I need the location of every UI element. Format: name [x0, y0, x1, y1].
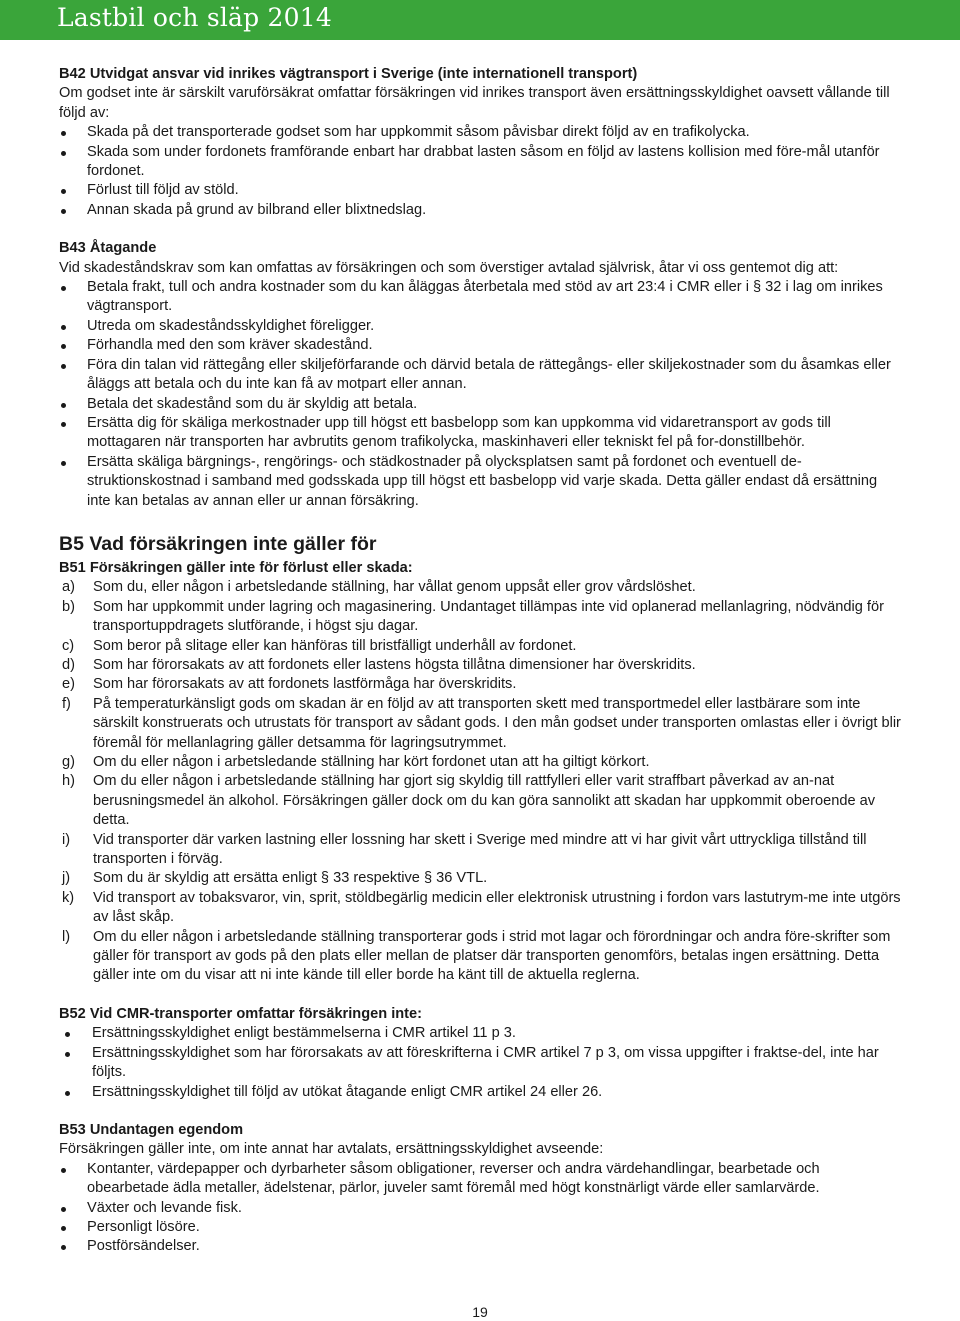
list-item	[59, 869, 904, 888]
list-item	[59, 201, 904, 220]
section-heading: B42 Utvidgat ansvar vid inrikes vägtransport i Sverige (inte internationell transport)	[59, 66, 638, 82]
list-item-text: Postförsändelser.	[87, 1238, 200, 1255]
list-item	[59, 753, 904, 772]
section-heading: B43 Åtagande	[59, 240, 157, 257]
list-item-text: Ersättningsskyldighet som har förorsakats av att föreskrifterna i CMR artikel 7 p 3, om vissa uppgifter i fraktse-del, inte har följts.	[92, 1044, 879, 1081]
list-item	[59, 1044, 904, 1083]
bullet-icon	[61, 325, 66, 330]
list-item	[59, 123, 904, 142]
list-item-text: Annan skada på grund av bilbrand eller blixtnedslag.	[87, 201, 427, 218]
document-body	[59, 65, 904, 1257]
page-number: 19	[472, 1304, 488, 1320]
list-item-text: Växter och levande fisk.	[87, 1199, 242, 1216]
lettered-list	[59, 578, 904, 986]
bullet-icon	[61, 189, 66, 194]
bullet-icon	[61, 286, 66, 291]
list-item	[59, 356, 904, 395]
list-item-text: Ersätta skäliga bärgnings-, rengörings- och städkostnader på olycksplatsen samt på fordonet och eventuell de-struktionskostnad i samband med godsskada upp till högst ett basbelopp vid varje skada. Detta gäller endast då ersättning inte kan betalas av annan eller ur annan försäkring.	[87, 453, 878, 509]
list-item-text: Ersätta dig för skäliga merkostnader upp till högst ett basbelopp som kan uppkomma vid vidaretransport av gods till mottagaren när transporten har avbrutits genom trafikolycka, maskinhaveri eller tekniskt fel på for-donstillbehör.	[87, 414, 831, 451]
list-item	[59, 1218, 904, 1237]
list-item-text: Om du eller någon i arbetsledande ställning har gjort sig skyldig till rattfylleri eller varit straffbart påverkad av an-nat berusningsmedel än alkohol. Försäkringen gäller dock om du kan göra sannolikt att skadan har uppkommit oberoende av detta.	[93, 773, 876, 829]
list-item-text: Betala det skadestånd som du är skyldig att betala.	[87, 395, 418, 412]
section-intro: Försäkringen gäller inte, om inte annat har avtalats, ersättningsskyldighet avseende:	[59, 1141, 604, 1158]
list-letter: f)	[62, 695, 71, 712]
list-item-text: Skada på det transporterade godset som har uppkommit såsom påvisbar direkt följd av en trafikolycka.	[87, 124, 750, 141]
bullet-icon	[61, 131, 66, 136]
bullet-icon	[61, 151, 66, 156]
bullet-list	[59, 1160, 904, 1257]
section-b53	[59, 1121, 904, 1257]
section-intro: Vid skadeståndskrav som kan omfattas av försäkringen och som överstiger avtalad självrisk, åtar vi oss gentemot dig att:	[59, 259, 839, 276]
section-b52	[59, 1005, 904, 1102]
list-item	[59, 695, 904, 753]
list-item-text: På temperaturkänsligt gods om skadan är en följd av att transporten skett med transportmedel eller lastbärare som inte särskilt konstruerats och utrustats för transport av sådant gods. I den mån godset under transporten omlastas eller i övrigt blir föremål för mellanlagring gäller detsamma för lagringsutrymmet.	[93, 695, 901, 751]
list-letter: l)	[62, 928, 71, 945]
list-item-text: Föra din talan vid rättegång eller skiljeförfarande och därvid betala de rättegångs- eller skiljekostnader som du åsamkas eller åläggs att betala och du inte kan få av motpart eller annan.	[87, 356, 891, 393]
chapter-heading: B5 Vad försäkringen inte gäller för	[59, 532, 377, 555]
section-intro: Om godset inte är särskilt varuförsäkrat omfattar försäkringen vid inrikes transport även ersättningsskyldighet oavsett vållande till följd av:	[59, 85, 890, 121]
bullet-icon	[61, 461, 66, 466]
bullet-icon	[61, 1168, 66, 1173]
list-item	[59, 637, 904, 656]
list-item	[59, 656, 904, 675]
list-item-text: Vid transport av tobaksvaror, vin, sprit, stöldbegärlig medicin eller elektronisk utrustning i fordon vars lastutrym-me inte utgörs av låst skåp.	[93, 889, 901, 926]
list-letter: a)	[62, 579, 75, 596]
section-heading: B51 Försäkringen gäller inte för förlust eller skada:	[59, 559, 413, 576]
bullet-list	[59, 278, 904, 511]
bullet-list	[59, 123, 904, 220]
list-item-text: Om du eller någon i arbetsledande ställning har kört fordonet utan att ha giltigt körkort.	[93, 754, 650, 770]
list-item-text: Som har förorsakats av att fordonets lastförmåga har överskridits.	[93, 676, 517, 693]
list-item	[59, 831, 904, 870]
bullet-icon	[61, 1245, 66, 1250]
list-item	[59, 1237, 904, 1256]
list-item	[59, 181, 904, 200]
bullet-icon	[61, 422, 66, 427]
bullet-icon	[65, 1052, 70, 1057]
list-item	[59, 1083, 904, 1102]
list-letter: d)	[62, 656, 75, 673]
bullet-icon	[61, 1226, 66, 1231]
list-letter: c)	[62, 637, 75, 654]
list-item-text: Kontanter, värdepapper och dyrbarheter såsom obligationer, reverser och andra värdehandlingar, bearbetade och obearbetade ädla metaller, ädelstenar, pärlor, juveler samt föremål med högt konstnärligt värde eller samlarvärde.	[87, 1160, 820, 1197]
list-item	[59, 395, 904, 414]
list-letter: g)	[62, 754, 75, 770]
list-item	[59, 317, 904, 336]
list-item-text: Vid transporter där varken lastning eller lossning har skett i Sverige med mindre att vi har givit vårt uttryckliga tillstånd till transporten i förväg.	[93, 831, 867, 868]
section-b42	[59, 65, 904, 220]
list-item-text: Som har uppkommit under lagring och magasinering. Undantaget tillämpas inte vid oplanerad mellanlagring, nödvändig för transportuppdragets slutförande, i högst sju dagar.	[93, 598, 884, 635]
list-letter: h)	[62, 773, 75, 790]
list-item	[59, 1199, 904, 1218]
list-item	[59, 675, 904, 694]
section-heading: B53 Undantagen egendom	[59, 1121, 244, 1138]
list-letter: i)	[62, 831, 71, 848]
list-letter: b)	[62, 598, 75, 615]
list-item-text: Som du, eller någon i arbetsledande ställning, har vållat genom uppsåt eller grov vårdslöshet.	[93, 579, 696, 596]
list-item-text: Personligt lösöre.	[87, 1218, 200, 1235]
section-b43	[59, 239, 904, 511]
list-item	[59, 1024, 904, 1043]
bullet-icon	[65, 1032, 70, 1037]
list-item-text: Ersättningsskyldighet till följd av utökat åtagande enligt CMR artikel 24 eller 26.	[92, 1083, 603, 1100]
bullet-list	[59, 1024, 904, 1102]
list-item-text: Som beror på slitage eller kan hänföras till bristfälligt underhåll av fordonet.	[93, 637, 577, 654]
header-bar	[0, 0, 960, 40]
list-item	[59, 414, 904, 453]
list-item	[59, 889, 904, 928]
list-item	[59, 598, 904, 637]
list-item	[59, 453, 904, 511]
bullet-icon	[61, 209, 66, 214]
list-item-text: Ersättningsskyldighet enligt bestämmelserna i CMR artikel 11 p 3.	[92, 1025, 516, 1042]
bullet-icon	[65, 1091, 70, 1096]
list-item-text: Betala frakt, tull och andra kostnader som du kan åläggas återbetala med stöd av art 23:4 i CMR eller i § 32 i lag om inrikes vägtransport.	[87, 279, 883, 315]
list-letter: k)	[62, 889, 75, 906]
list-item-text: Som du är skyldig att ersätta enligt § 33 respektive § 36 VTL.	[93, 870, 488, 887]
page-title: Lastbil och släp 2014	[57, 3, 332, 32]
section-b51	[59, 559, 904, 986]
list-item	[59, 1160, 904, 1199]
list-item	[59, 336, 904, 355]
list-letter: e)	[62, 676, 75, 693]
list-item	[59, 143, 904, 182]
list-item	[59, 278, 904, 317]
list-item-text: Förhandla med den som kräver skadestånd.	[87, 337, 373, 354]
list-item-text: Skada som under fordonets framförande enbart har drabbat lasten såsom en följd av lastens kollision med före-mål utanför fordonet.	[87, 143, 880, 180]
list-item	[59, 578, 904, 597]
bullet-icon	[61, 364, 66, 369]
list-letter: j)	[62, 870, 71, 887]
section-heading: B52 Vid CMR-transporter omfattar försäkringen inte:	[59, 1005, 423, 1022]
list-item	[59, 928, 904, 986]
list-item-text: Om du eller någon i arbetsledande ställning transporterar gods i strid mot lagar och förordningar och andra före-skrifter som gäller för transport av gods på den plats eller mellan de platser där transporten genomförs, betalas ingen ersättning. Detta gäller inte om du visar att ni inte kände till eller borde ha känt till de aktuella reglerna.	[93, 928, 891, 984]
bullet-icon	[61, 344, 66, 349]
list-item-text: Förlust till följd av stöld.	[87, 182, 239, 199]
bullet-icon	[61, 403, 66, 408]
bullet-icon	[61, 1207, 66, 1212]
list-item-text: Utreda om skadeståndsskyldighet föreligger.	[87, 317, 375, 334]
list-item	[59, 772, 904, 830]
list-item-text: Som har förorsakats av att fordonets eller lastens högsta tillåtna dimensioner har överskridits.	[93, 656, 696, 673]
